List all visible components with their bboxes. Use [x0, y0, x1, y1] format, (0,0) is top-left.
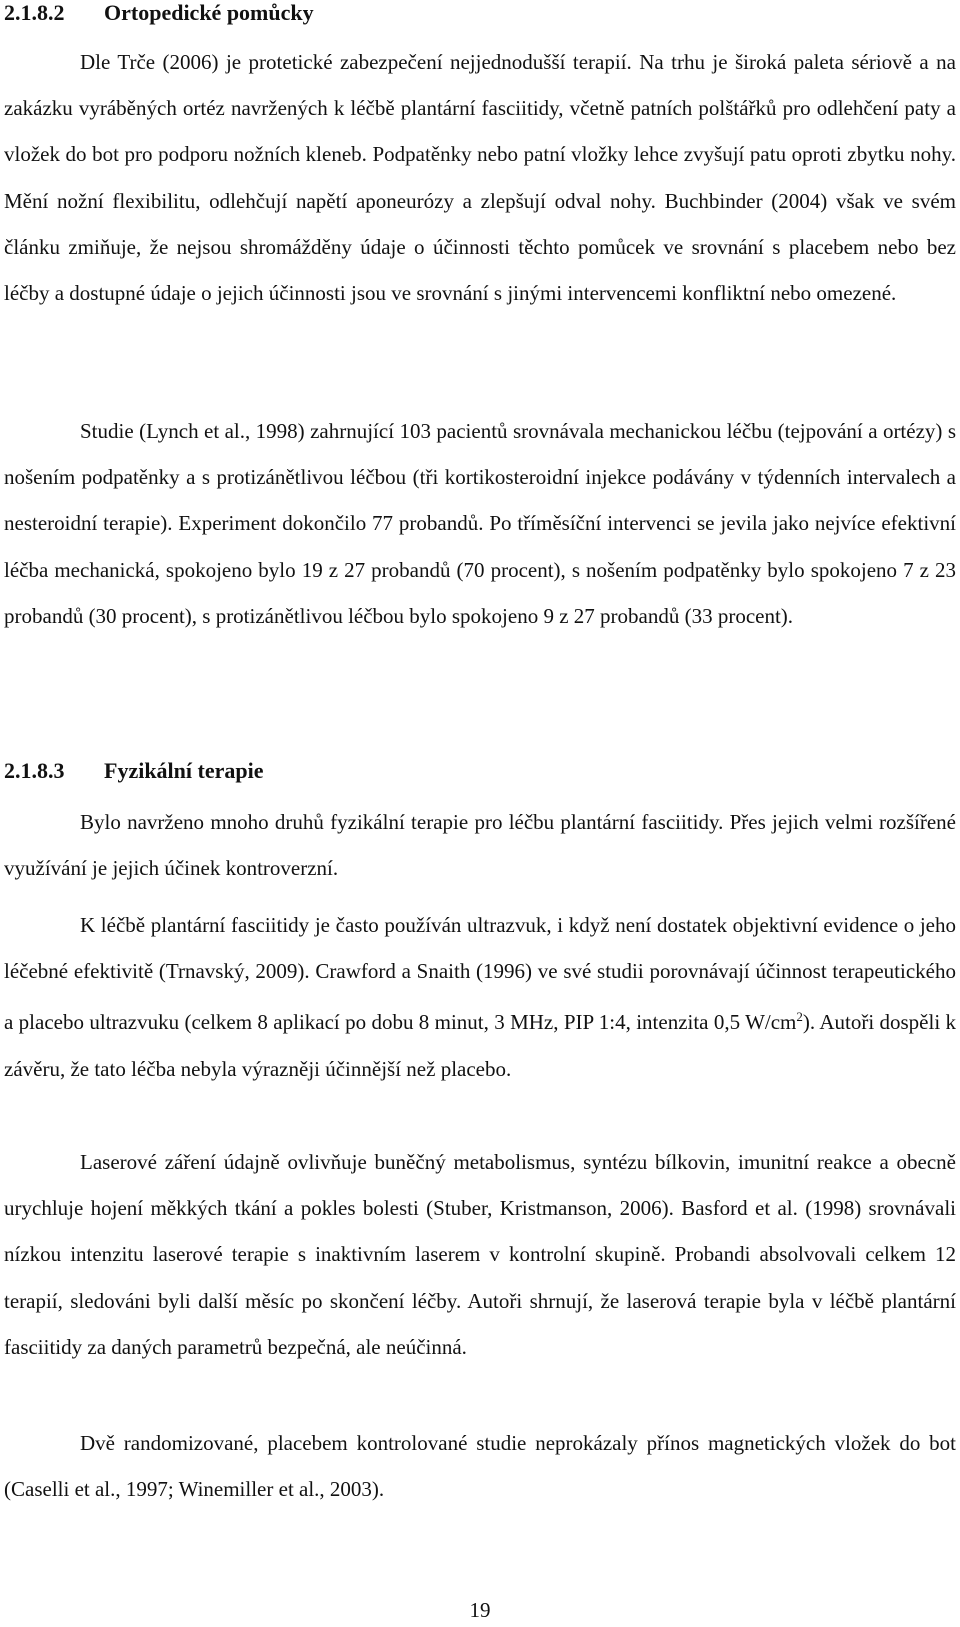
- superscript-2: 2: [796, 1009, 803, 1025]
- paragraph-orthopedic-intro: [4, 39, 956, 316]
- paragraph-text: Bylo navrženo mnoho druhů fyzikální terapie pro léčbu plantární fasciitidy. Přes jejich velmi rozšířené využívání je jejich účinek kontroverzní.: [4, 810, 956, 881]
- paragraph-text: Dvě randomizované, placebem kontrolované studie neprokázaly přínos magnetických vložek do bot (Caselli et al., 1997; Winemiller et al., 2003).: [4, 1431, 956, 1502]
- section-title: Ortopedické pomůcky: [104, 0, 314, 25]
- paragraph-text: Dle Trče (2006) je protetické zabezpečení nejjednodušší terapií. Na trhu je široká paleta sériově a na zakázku vyráběných ortéz navržených k léčbě plantární fasciitidy, včetně patních polštářků pro odlehčení paty a vložek do bot pro podporu nožních kleneb. Podpatěnky nebo patní vložky lehce zvyšují patu oproti zbytku nohy. Mění nožní flexibilitu, odlehčují napětí aponeurózy a zlepšují odval nohy. Buchbinder (2004) však ve svém článku zmiňuje, že nejsou shromážděny údaje o účinnosti těchto pomůcek ve srovnání s placebem nebo bez léčby a dostupné údaje o jejich účinnosti jsou ve srovnání s jinými intervencemi konfliktní nebo omezené.: [4, 50, 956, 306]
- section-number: 2.1.8.2: [4, 0, 65, 25]
- paragraph-text-continued: ). Autoři dospěli k závěru, že tato léčba nebyla výrazněji účinnější než placebo.: [4, 1010, 957, 1081]
- paragraph-text: K léčbě plantární fasciitidy je často používán ultrazvuk, i když není dostatek objektivní evidence o jeho léčebné efektivitě (Trnavský, 2009). Crawford a Snaith (1996) ve své studii porovnávají účinnost terapeutického a placebo ultrazvuku (celkem 8 aplikací po dobu 8 minut, 3 MHz, PIP 1:4, intenzita 0,5 W/cm: [4, 913, 956, 1035]
- paragraph-text: Studie (Lynch et al., 1998) zahrnující 103 pacientů srovnávala mechanickou léčbu (tejpování a ortézy) s nošením podpatěnky a s protizánětlivou léčbou (tři kortikosteroidní injekce podávány v týdenních intervalech a nesteroidní terapie). Experiment dokončilo 77 probandů. Po tříměsíční intervenci se jevila jako nejvíce efektivní léčba mechanická, spokojeno bylo 19 z 27 probandů (70 procent), s nošením podpatěnky bylo spokojeno 7 z 23 probandů (30 procent), s protizánětlivou léčbou bylo spokojeno 9 z 27 probandů (33 procent).: [4, 419, 956, 628]
- paragraph-lynch-study: [4, 408, 956, 639]
- page-number: 19: [469, 1598, 491, 1622]
- section-heading-orthopedic: [4, 0, 314, 26]
- paragraph-ultrasound: [4, 902, 956, 1092]
- paragraph-text: Laserové záření údajně ovlivňuje buněčný metabolismus, syntézu bílkovin, imunitní reakce a obecně urychluje hojení měkkých tkání a pokles bolesti (Stuber, Kristmanson, 2006). Basford et al. (1998) srovnávali nízkou intenzitu laserové terapie s inaktivním laserem v kontrolní skupině. Probandi absolvovali celkem 12 terapií, sledováni byli další měsíc po skončení léčby. Autoři shrnují, že laserová terapie byla v léčbě plantární fasciitidy za daných parametrů bezpečná, ale neúčinná.: [4, 1150, 956, 1359]
- section-heading-physical-therapy: [4, 758, 263, 784]
- paragraph-physical-therapy-intro: [4, 799, 956, 891]
- section-number: 2.1.8.3: [4, 758, 65, 783]
- paragraph-magnetic-insoles: [4, 1420, 956, 1512]
- paragraph-laser: [4, 1139, 956, 1370]
- section-title: Fyzikální terapie: [104, 758, 264, 783]
